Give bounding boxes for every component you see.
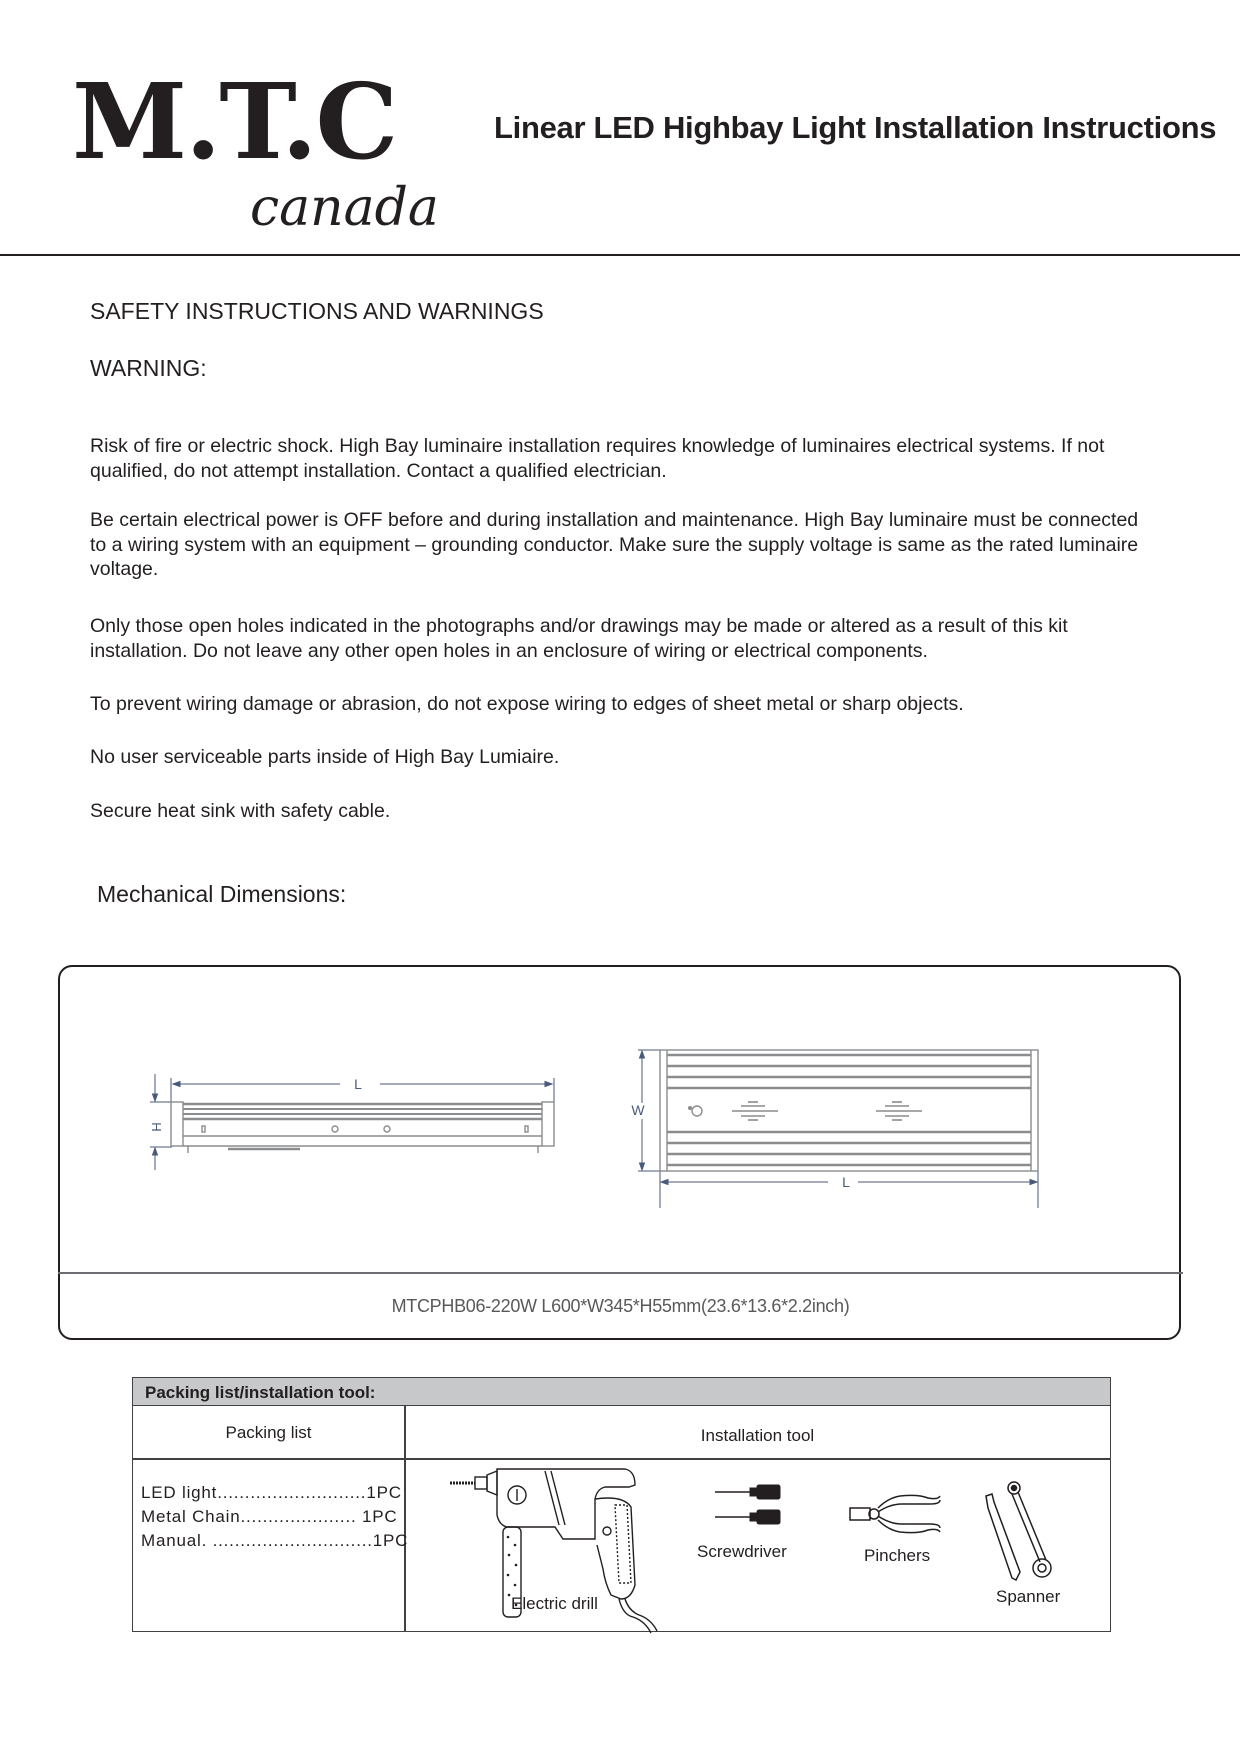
packing-list-column-header: Packing list (225, 1423, 312, 1442)
packing-item (141, 1531, 408, 1551)
side-length-label: L (354, 1076, 362, 1092)
model-dimensions-caption: MTCPHB06-220W L600*W345*H55mm(23.6*13.6*2.2inch) (391, 1296, 850, 1316)
table-row-divider (133, 1458, 1110, 1460)
dimensions-heading: Mechanical Dimensions: (97, 881, 347, 907)
header-divider (0, 254, 1240, 256)
safety-paragraph: To prevent wiring damage or abrasion, do not expose wiring to edges of sheet metal or sharp objects. (90, 693, 964, 715)
installation-tool-column-header: Installation tool (700, 1426, 815, 1445)
safety-heading: SAFETY INSTRUCTIONS AND WARNINGS (90, 298, 544, 324)
brand-logo-subtitle: canada (250, 178, 439, 238)
warning-label: WARNING: (90, 355, 207, 381)
packing-item (141, 1483, 402, 1503)
packing-item-qty: 1PC (366, 1483, 402, 1502)
safety-paragraph: Only those open holes indicated in the photographs and/or drawings may be made or altered as a result of this kit installation. Do not leave any other open holes in an enclosure of wiring or electrical components. (90, 615, 1068, 662)
screwdriver-icon (710, 1480, 800, 1530)
document-title: Linear LED Highbay Light Installation Instructions (494, 110, 1217, 145)
safety-paragraph: Be certain electrical power is OFF before and during installation and maintenance. High Bay luminaire must be connected to a wiring system with an equipment – grounding conductor. Make sure the supply voltage is same as the rated luminaire voltage. (90, 509, 1139, 580)
safety-paragraph: No user serviceable parts inside of High Bay Lumiaire. (90, 746, 560, 768)
tool-label-spanner: Spanner (996, 1587, 1061, 1606)
leader-dots: ........................... (217, 1483, 367, 1502)
packing-item-name: LED light (141, 1483, 218, 1502)
safety-paragraph: Secure heat sink with safety cable. (90, 800, 391, 822)
tool-label-pinchers: Pinchers (864, 1546, 931, 1565)
packing-table-title: Packing list/installation tool: (145, 1383, 376, 1402)
dimensions-divider (58, 1272, 1183, 1274)
packing-item-qty: 1PC (372, 1531, 409, 1550)
pliers-icon (848, 1490, 948, 1540)
tool-label-drill: Electric drill (511, 1594, 598, 1613)
top-length-label: L (842, 1174, 850, 1190)
packing-item-name: Metal Chain (141, 1507, 241, 1526)
side-view-drawing (140, 1070, 570, 1170)
leader-dots: ..................... (240, 1507, 363, 1526)
top-width-label: W (631, 1102, 645, 1118)
top-view-drawing (628, 1045, 1048, 1215)
packing-item (141, 1507, 398, 1527)
tool-label-screwdriver: Screwdriver (697, 1542, 787, 1561)
packing-item-name: Manual (141, 1531, 202, 1550)
brand-logo: M.T.C (72, 60, 397, 183)
side-height-label: H (149, 1122, 164, 1132)
safety-paragraph: Risk of fire or electric shock. High Bay luminaire installation requires knowledge of luminaires electrical systems. If not qualified, do not attempt installation. Contact a qualified electrician. (90, 435, 1105, 482)
packing-item-qty: 1PC (362, 1507, 398, 1526)
leader-dots: . ............................. (201, 1531, 373, 1550)
wrench-icon (980, 1480, 1060, 1590)
